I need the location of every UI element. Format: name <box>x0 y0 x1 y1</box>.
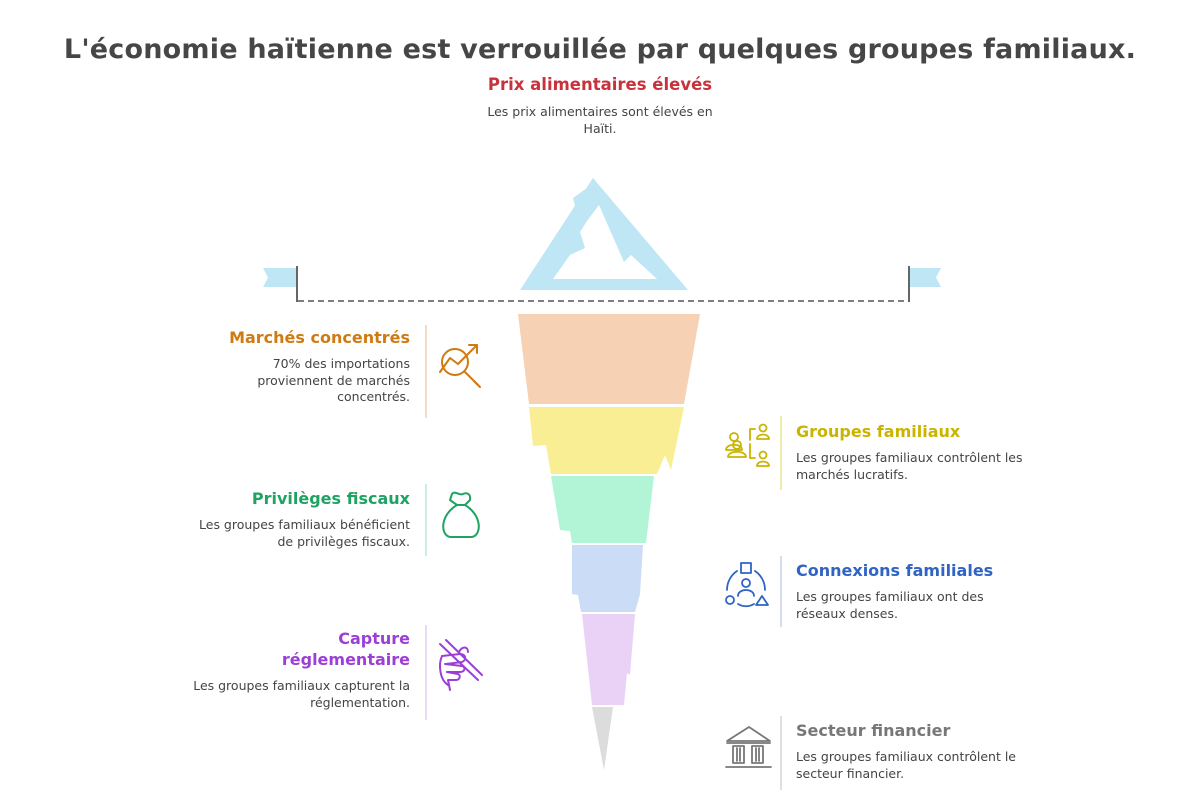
network-shapes-icon <box>726 563 768 606</box>
item-heading: Secteur financier <box>796 721 951 740</box>
iceberg-layer-5 <box>582 614 635 705</box>
right-flag-icon <box>909 266 941 302</box>
mountain-tip-icon <box>520 178 688 290</box>
item-groupes-familiaux <box>796 421 1036 483</box>
item-description: 70% des importations proviennent de marchés concentrés. <box>257 356 410 404</box>
item-description: Les groupes familiaux contrôlent les marchés lucratifs. <box>796 450 1023 482</box>
org-people-icon <box>726 425 769 467</box>
bank-icon <box>726 727 771 767</box>
top-heading: Prix alimentaires élevés <box>487 75 713 94</box>
item-secteur-financier <box>796 720 1036 782</box>
item-heading: Groupes familiaux <box>796 422 961 441</box>
iceberg-layer-4 <box>572 545 643 612</box>
money-bag-icon <box>443 493 479 537</box>
item-heading: Privilèges fiscaux <box>251 489 410 508</box>
iceberg-layer-3 <box>551 476 654 543</box>
page-title: L'économie haïtienne est verrouillée par quelques groupes familiaux. <box>63 34 1137 65</box>
item-connexions-familiales <box>796 560 1036 622</box>
chart-magnifier-icon <box>440 345 480 387</box>
item-heading: Connexions familiales <box>796 561 994 580</box>
item-description: Les groupes familiaux contrôlent le secteur financier. <box>796 749 1016 781</box>
iceberg-layer-1 <box>518 314 700 404</box>
item-heading: Marchés concentrés <box>229 328 410 347</box>
item-description: Les groupes familiaux capturent la réglementation. <box>193 678 410 710</box>
top-description: Les prix alimentaires sont élevés en Haïti. <box>487 104 713 136</box>
item-marches-concentres <box>180 327 410 406</box>
item-privileges-fiscaux <box>180 488 410 550</box>
item-description: Les groupes familiaux bénéficient de privilèges fiscaux. <box>199 517 410 549</box>
item-heading: Capture réglementaire <box>281 629 410 669</box>
item-description: Les groupes familiaux ont des réseaux denses. <box>796 589 984 621</box>
hand-grab-icon <box>440 640 482 690</box>
iceberg-layer-2 <box>529 407 684 474</box>
item-capture-reglementaire <box>180 628 410 711</box>
left-flag-icon <box>263 266 297 302</box>
iceberg-layer-6 <box>592 707 613 770</box>
